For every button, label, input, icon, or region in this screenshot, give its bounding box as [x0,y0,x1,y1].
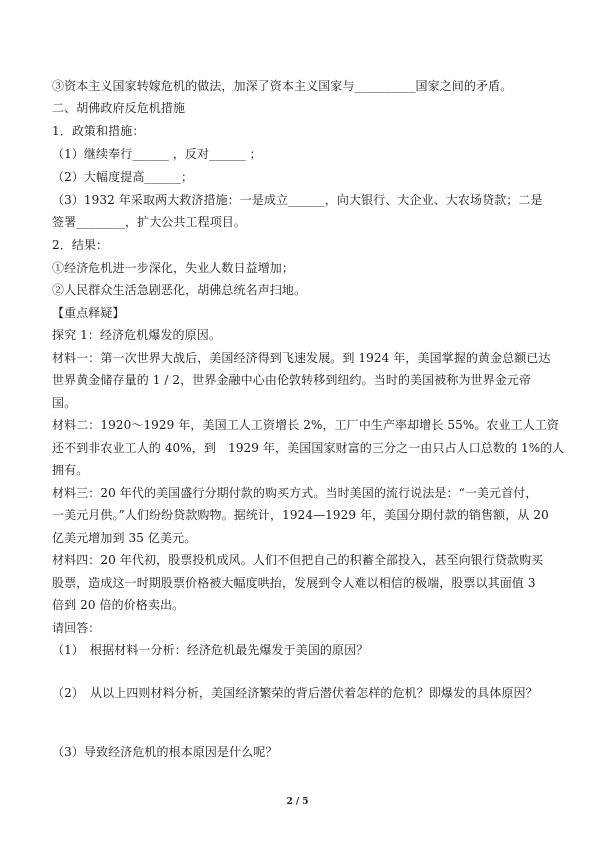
text-line: 还不到非农业工人的 40%，到 1929 年，美国国家财富的三分之一由只占人口总数的 1%的人 [52,441,565,455]
text-line: 签署________，扩大公共工程项目。 [52,215,247,229]
text-line: 一美元月供。”人们纷纷贷款购物。据统计，1924—1929 年，美国分期付款的销售额，从 20 [52,508,549,522]
text-line: ①经济危机进一步深化，失业人数日益增加； [52,261,295,275]
text-line: 1．政策和措施： [52,124,145,138]
text-line: （3）1932 年采取两大救济措施：一是成立______，向大银行、大企业、大农场贷款；二是 [52,193,543,207]
text-line: 材料三：20 年代的美国盛行分期付款的购买方式。当时美国的流行说法是：“一美元首付， [52,486,538,500]
text-line: 拥有。 [52,463,89,477]
text-line: 国。 [52,396,77,410]
section-heading: 【重点释疑】 [52,306,125,320]
text-line: ③资本主义国家转嫁危机的做法，加深了资本主义国家与__________国家之间的矛盾。 [52,79,513,93]
text-line: 材料四：20 年代初，股票投机成风。人们不但把自己的积蓄全部投入，甚至向银行贷款购买 [52,553,544,567]
text-line: 亿美元增加到 35 亿美元。 [52,531,197,545]
text-line: （1）继续奉行______ ，反对______ ； [52,147,262,161]
text-line: 材料一：第一次世界大战后，美国经济得到飞速发展。到 1924 年，美国掌握的黄金总额已达 [52,351,551,365]
question-line: （1） 根据材料一分析：经济危机最先爆发于美国的原因？ [52,643,369,657]
text-line: 探究 1：经济危机爆发的原因。 [52,328,221,342]
section-heading: 二、胡佛政府反危机措施 [52,101,186,115]
text-line: 股票，造成这一时期股票价格被大幅度哄抬，发展到令人难以相信的极端，股票以其面值 3 [52,576,536,590]
text-line: 2．结果： [52,238,109,252]
text-line: 世界黄金储存量的 1 / 2，世界金融中心由伦敦转移到纽约。当时的美国被称为世界金元帝 [52,373,532,387]
question-line: （2） 从以上四则材料分析，美国经济繁荣的背后潜伏着怎样的危机？即爆发的具体原因？ [52,686,538,700]
text-line: 倍到 20 倍的价格卖出。 [52,598,185,612]
text-line: 请回答： [52,621,101,635]
text-line: （2）大幅度提高______； [52,170,194,184]
text-line: 材料二：1920～1929 年，美国工人工资增长 2%，工厂中生产率却增长 55%。农业工人工资 [52,418,560,432]
question-line: （3）导致经济危机的根本原因是什么呢？ [52,745,278,759]
page-number: 2 / 5 [286,797,309,807]
text-line: ②人民群众生活急剧恶化，胡佛总统名声扫地。 [52,283,307,297]
